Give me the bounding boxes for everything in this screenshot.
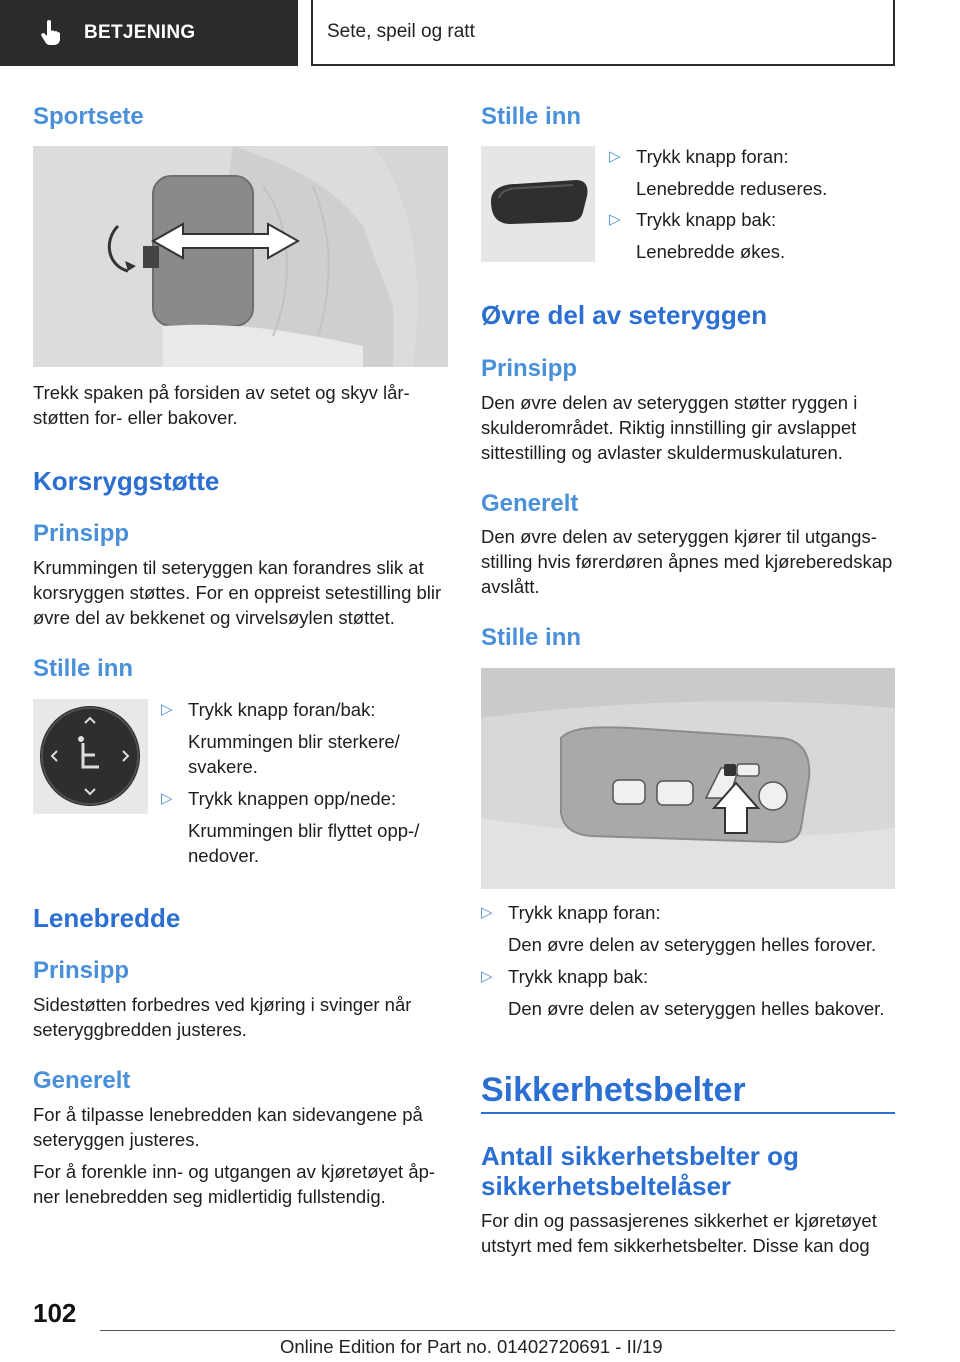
- seat-switch-image: [481, 668, 895, 889]
- bullet-body: Krummingen blir flyttet opp-/ nedover.: [188, 820, 420, 866]
- sportsete-text: Trekk spaken på forsiden av setet og skyv lårstøtten for- eller bakover.: [33, 382, 410, 428]
- seat-switch-illustration: [481, 668, 895, 889]
- heading-antall-line-2: sikkerhetsbeltelåser: [481, 1171, 732, 1201]
- bullet-title: Trykk knapp foran:: [636, 146, 789, 167]
- heading-generelt-2: Generelt: [481, 490, 579, 517]
- heading-stille-inn-3: Stille inn: [481, 624, 582, 651]
- bullet-title: Trykk knapp bak:: [508, 966, 649, 987]
- heading-generelt-1: Generelt: [33, 1067, 131, 1094]
- bullet-body: Lenebredde reduseres.: [636, 178, 828, 199]
- bullet-triangle-icon: ▷: [161, 790, 173, 807]
- bullet-title: Trykk knappen opp/nede:: [188, 788, 397, 809]
- heading-prinsipp-1: Prinsipp: [33, 520, 130, 547]
- heading-prinsipp-3: Prinsipp: [481, 355, 578, 382]
- bullet-body: Den øvre delen av seteryggen helles bakover.: [508, 998, 885, 1019]
- bullet-body: Lenebredde økes.: [636, 241, 786, 262]
- bullet-title: Trykk knapp foran:: [508, 902, 661, 923]
- heading-ovre-del: Øvre del av seteryggen: [481, 300, 768, 330]
- heading-lenebredde: Lenebredde: [33, 903, 181, 933]
- heading-antall-line-1: Antall sikkerhetsbelter og: [481, 1141, 799, 1171]
- sport-seat-illustration: [33, 146, 448, 367]
- bullet-body: Den øvre delen av seteryggen helles forover.: [508, 934, 877, 955]
- heading-sportsete: Sportsete: [33, 103, 144, 130]
- width-button-image: [481, 146, 595, 262]
- footer-divider: [100, 1330, 895, 1331]
- prinsipp-1-text: Krummingen til seteryggen kan forandres slik at korsryggen støttes. For en oppreist setestilling blir øvre del av bekkenet og virvelsøylen støttet.: [33, 557, 442, 628]
- section-rule: [481, 1112, 895, 1114]
- page-header: [0, 0, 960, 66]
- bullet-triangle-icon: ▷: [609, 148, 621, 165]
- antall-text: For din og passasjerenes sikkerhet er kjøretøyet utstyrt med fem sikkerhetsbelter. Disse kan dog: [481, 1210, 877, 1256]
- lumbar-control-illustration: [33, 699, 148, 814]
- generelt-1-text-1: For å tilpasse lenebredden kan sidevangene på seteryggen justeres.: [33, 1104, 423, 1150]
- generelt-2-text: Den øvre delen av seteryggen kjører til utgangsstilling hvis førerdøren åpnes med kjøreberedskap avslått.: [481, 526, 893, 597]
- page-number: 102: [33, 1298, 77, 1328]
- prinsipp-2-text: Sidestøtten forbedres ved kjøring i svinger når seteryggbredden justeres.: [33, 994, 412, 1040]
- bullet-triangle-icon: ▷: [609, 211, 621, 228]
- bullet-title: Trykk knapp bak:: [636, 209, 777, 230]
- section-tab: [0, 0, 298, 66]
- section-label: BETJENING: [84, 22, 196, 43]
- bullet-triangle-icon: ▷: [481, 968, 493, 985]
- heading-stille-inn-2: Stille inn: [481, 103, 582, 130]
- hand-pointer-icon: [40, 20, 62, 46]
- bullet-triangle-icon: ▷: [481, 904, 493, 921]
- bullet-body: Krummingen blir sterkere/ svakere.: [188, 731, 400, 777]
- heading-sikkerhetsbelter: Sikkerhetsbelter: [481, 1071, 746, 1109]
- prinsipp-3-text: Den øvre delen av seteryggen støtter ryggen i skulderområdet. Riktig innstilling gir avslappet sittestilling og avlaster skuldermuskulaturen.: [481, 392, 858, 463]
- heading-prinsipp-2: Prinsipp: [33, 957, 130, 984]
- heading-korsryggstotte: Korsryggstøtte: [33, 466, 220, 496]
- generelt-1-text-2: For å forenkle inn- og utgangen av kjøretøyet åpner lenebredden seg midlertidig fullstendig.: [33, 1161, 436, 1207]
- breadcrumb: Sete, speil og ratt: [311, 0, 895, 66]
- lumbar-control-image: [33, 699, 148, 814]
- heading-stille-inn-1: Stille inn: [33, 655, 134, 682]
- sport-seat-image: [33, 146, 448, 367]
- bullet-triangle-icon: ▷: [161, 701, 173, 718]
- bullet-title: Trykk knapp foran/bak:: [188, 699, 376, 720]
- width-button-illustration: [481, 146, 595, 262]
- edition-text: Online Edition for Part no. 01402720691 - II/19: [280, 1336, 663, 1357]
